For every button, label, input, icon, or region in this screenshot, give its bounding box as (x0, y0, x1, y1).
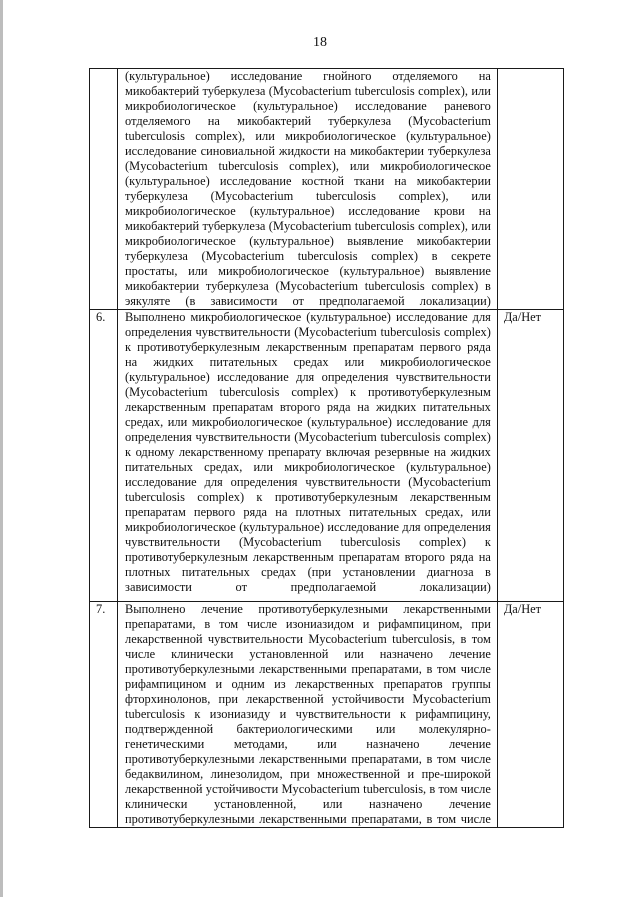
answer-cell: Да/Нет (497, 602, 563, 828)
table-row (90, 69, 564, 310)
answer-cell: Да/Нет (497, 310, 563, 602)
page-number: 18 (313, 35, 327, 50)
criterion-paragraph: (культуральное) исследование гнойного отделяемого на микобактерий туберкулеза (Mycobacterium tuberculosis complex), или микробиологическое (культуральное) исследование раневого отделяемого на микобактерий туберкулеза (Mycobacterium tuberculosis complex), или микробиологическое (культуральное) исследование синовиальной жидкости на микобактерии туберкулеза (Mycobacterium tuberculosis complex), или микробиологическое (культуральное) исследование костной ткани на микобактерии туберкулеза (Mycobacterium tuberculosis complex), или микробиологическое (культуральное) исследование крови на микобактерий туберкулеза (Mycobacterium tuberculosis complex), или микробиологическое (культуральное) выявление микобактерии туберкулеза (Mycobacterium tuberculosis complex) в секрете простаты, или микробиологическое (культуральное) выявление микобактерии туберкулеза (Mycobacterium tuberculosis complex) в эякуляте (в зависимости от предполагаемой локализации) (125, 69, 491, 308)
criterion-text (118, 69, 498, 310)
scan-edge-shadow (0, 0, 3, 897)
criterion-paragraph: Выполнено микробиологическое (культуральное) исследование для определения чувствительности (Mycobacterium tuberculosis complex) к противотуберкулезным лекарственным препаратам первого ряда на жидких питательных средах или микробиологическое (культуральное) исследование для определения чувствительности (Mycobacterium tuberculosis complex) к противотуберкулезным лекарственным препаратам второго ряда на жидких питательных средах, или микробиологическое (культуральное) исследование для определения чувствительности (Mycobacterium tuberculosis complex) к одному лекарственному препарату включая резервные на жидких питательных средах, или микробиологическое (культуральное) исследование для определения чувствительности (Mycobacterium tuberculosis complex) к противотуберкулезным лекарственным препаратам первого ряда на плотных питательных средах, или микробиологическое (культуральное) исследование для определения чувствительности (Mycobacterium tuberculosis complex) к противотуберкулезным лекарственным препаратам второго ряда на плотных питательных средах (при установлении диагноза в зависимости от предполагаемой локализации) (125, 310, 491, 594)
criterion-text (118, 310, 498, 602)
answer-cell (497, 69, 563, 310)
row-number: 6. (90, 310, 118, 602)
criterion-text (118, 602, 498, 828)
table-row (90, 602, 564, 828)
table-row (90, 310, 564, 602)
criterion-paragraph: Выполнено лечение противотуберкулезными лекарственными препаратами, в том числе изониазидом и рифампицином, при лекарственной чувствительности Mycobacterium tuberculosis, в том числе клинически установленной или назначено лечение противотуберкулезными лекарственными препаратами, в том числе рифампицином и одним из лекарственных препаратов группы фторхинолонов, при лекарственной устойчивости Mycobacterium tuberculosis к изониазиду и чувствительности к рифампицину, подтвержденной бактериологическими или молекулярно-генетическими методами, или назначено лечение противотуберкулезными лекарственными препаратами, в том числе бедаквилином, линезолидом, при множественной и пре-широкой лекарственной устойчивости Mycobacterium tuberculosis, в том числе клинически установленной, или назначено лечение противотуберкулезными лекарственными препаратами, в том числе (125, 602, 491, 826)
row-number: 7. (90, 602, 118, 828)
row-number (90, 69, 118, 310)
criteria-table (89, 68, 564, 828)
